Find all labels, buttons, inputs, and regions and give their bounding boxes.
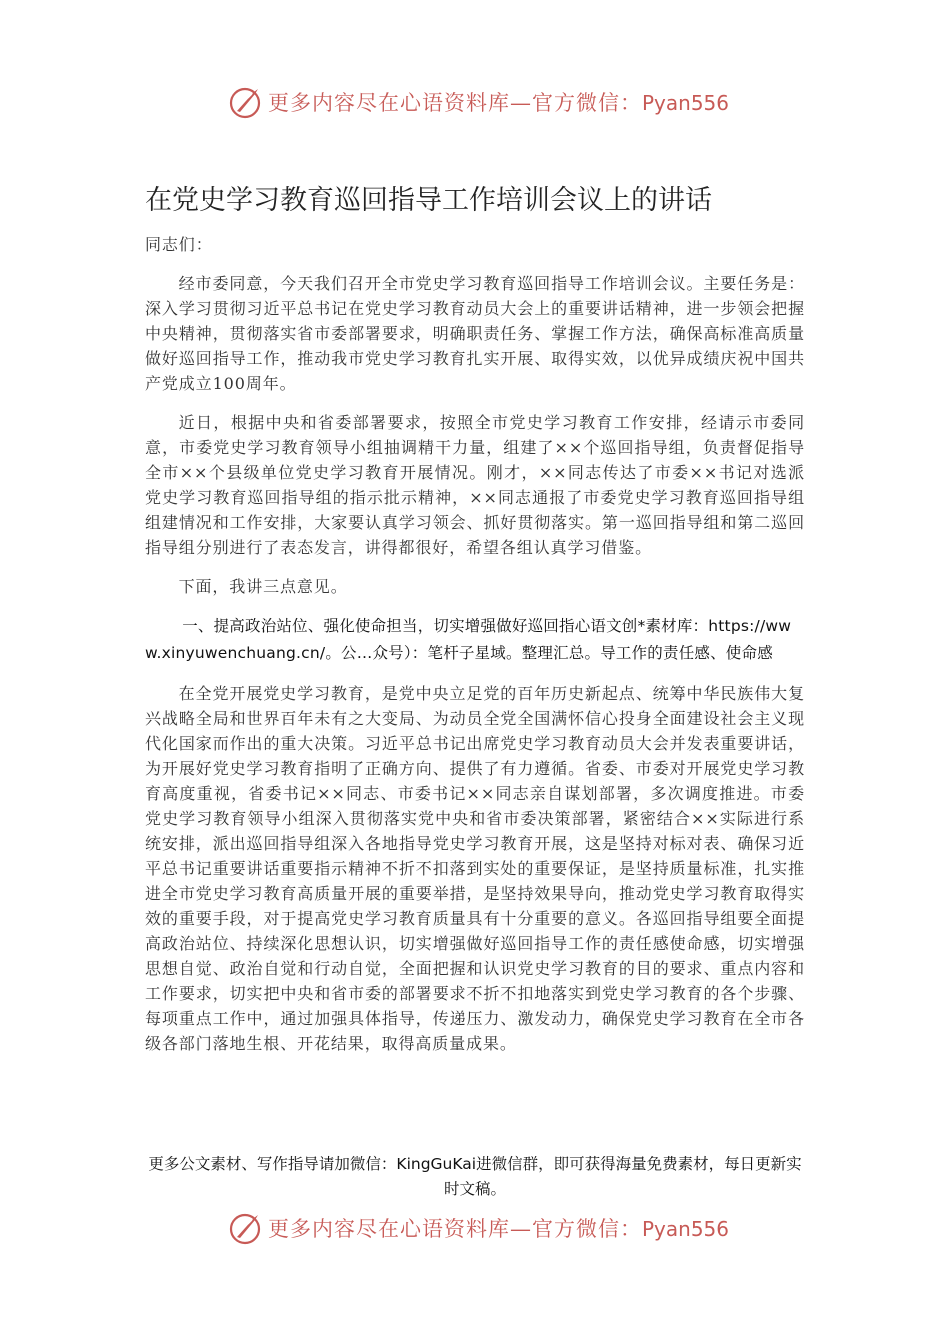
footer-banner	[228, 1208, 748, 1248]
header-banner	[228, 82, 748, 122]
footer-note: 更多公文素材、写作指导请加微信：KingGuKai进微信群，即可获得海量免费素材，每日更新实时文稿。	[148, 1155, 802, 1198]
banner-separator: —	[510, 91, 532, 115]
banner-text: 更多内容尽在心语资料库	[268, 1217, 510, 1241]
banner-label: 官方微信：	[532, 1217, 642, 1241]
banner-text: 更多内容尽在心语资料库	[268, 91, 510, 115]
banner-wechat-id: Pyan556	[642, 1217, 730, 1241]
banner-wechat-id: Pyan556	[642, 91, 730, 115]
banner-separator: —	[510, 1217, 532, 1241]
paragraph-1: 经市委同意，今天我们召开全市党史学习教育巡回指导工作培训会议。主要任务是：深入学习贯彻习近平总书记在党史学习教育动员大会上的重要讲话精神，进一步领会把握中央精神，贯彻落实省市委部署要求，明确职责任务、掌握工作方法，确保高标准高质量做好巡回指导工作，推动我市党史学习教育扎实开展、取得实效，以优异成绩庆祝中国共产党成立100周年。	[145, 274, 805, 393]
document-body	[145, 232, 805, 1070]
paragraph-2: 近日，根据中央和省委部署要求，按照全市党史学习教育工作安排，经请示市委同意，市委党史学习教育领导小组抽调精干力量，组建了××个巡回指导组，负责督促指导全市××个县级单位党史学习教育开展情况。刚才，××同志传达了市委××书记对选派党史学习教育巡回指导组的指示批示精神，××同志通报了市委党史学习教育巡回指导组组建情况和工作安排，大家要认真学习领会、抓好贯彻落实。第一巡回指导组和第二巡回指导组分别进行了表态发言，讲得都很好，希望各组认真学习借鉴。	[145, 413, 805, 557]
section-heading-1: 一、提高政治站位、强化使命担当，切实增强做好巡回指心语文创*素材库：https://www.xinyuwenchuang.cn/。公…众号）：笔杆子星域。整理汇总。导工作的责任感、使命感	[145, 617, 792, 662]
salutation: 同志们：	[145, 235, 213, 254]
quill-logo-icon	[228, 84, 264, 120]
document-title: 在党史学习教育巡回指导工作培训会议上的讲话	[145, 185, 712, 216]
banner-label: 官方微信：	[532, 91, 642, 115]
paragraph-3: 下面，我讲三点意见。	[178, 577, 348, 596]
quill-logo-icon	[228, 1210, 264, 1246]
paragraph-4: 在全党开展党史学习教育，是党中央立足党的百年历史新起点、统筹中华民族伟大复兴战略全局和世界百年未有之大变局、为动员全党全国满怀信心投身全面建设社会主义现代化国家而作出的重大决策。习近平总书记出席党史学习教育动员大会并发表重要讲话，为开展好党史学习教育指明了正确方向、提供了有力遵循。省委、市委对开展党史学习教育高度重视，省委书记××同志、市委书记××同志亲自谋划部署，多次调度推进。市委党史学习教育领导小组深入贯彻落实党中央和省市委决策部署，紧密结合××实际进行系统安排，派出巡回指导组深入各地指导党史学习教育开展，这是坚持对标对表、确保习近平总书记重要讲话重要指示精神不折不扣落到实处的重要保证，是坚持质量标准，扎实推进全市党史学习教育高质量开展的重要举措，是坚持效果导向，推动党史学习教育取得实效的重要手段，对于提高党史学习教育质量具有十分重要的意义。各巡回指导组要全面提高政治站位、持续深化思想认识，切实增强做好巡回指导工作的责任感使命感，切实增强思想自觉、政治自觉和行动自觉，全面把握和认识党史学习教育的目的要求、重点内容和工作要求，切实把中央和省市委的部署要求不折不扣地落实到党史学习教育的各个步骤、每项重点工作中，通过加强具体指导，传递压力、激发动力，确保党史学习教育在全市各级各部门落地生根、开花结果，取得高质量成果。	[145, 684, 805, 1053]
